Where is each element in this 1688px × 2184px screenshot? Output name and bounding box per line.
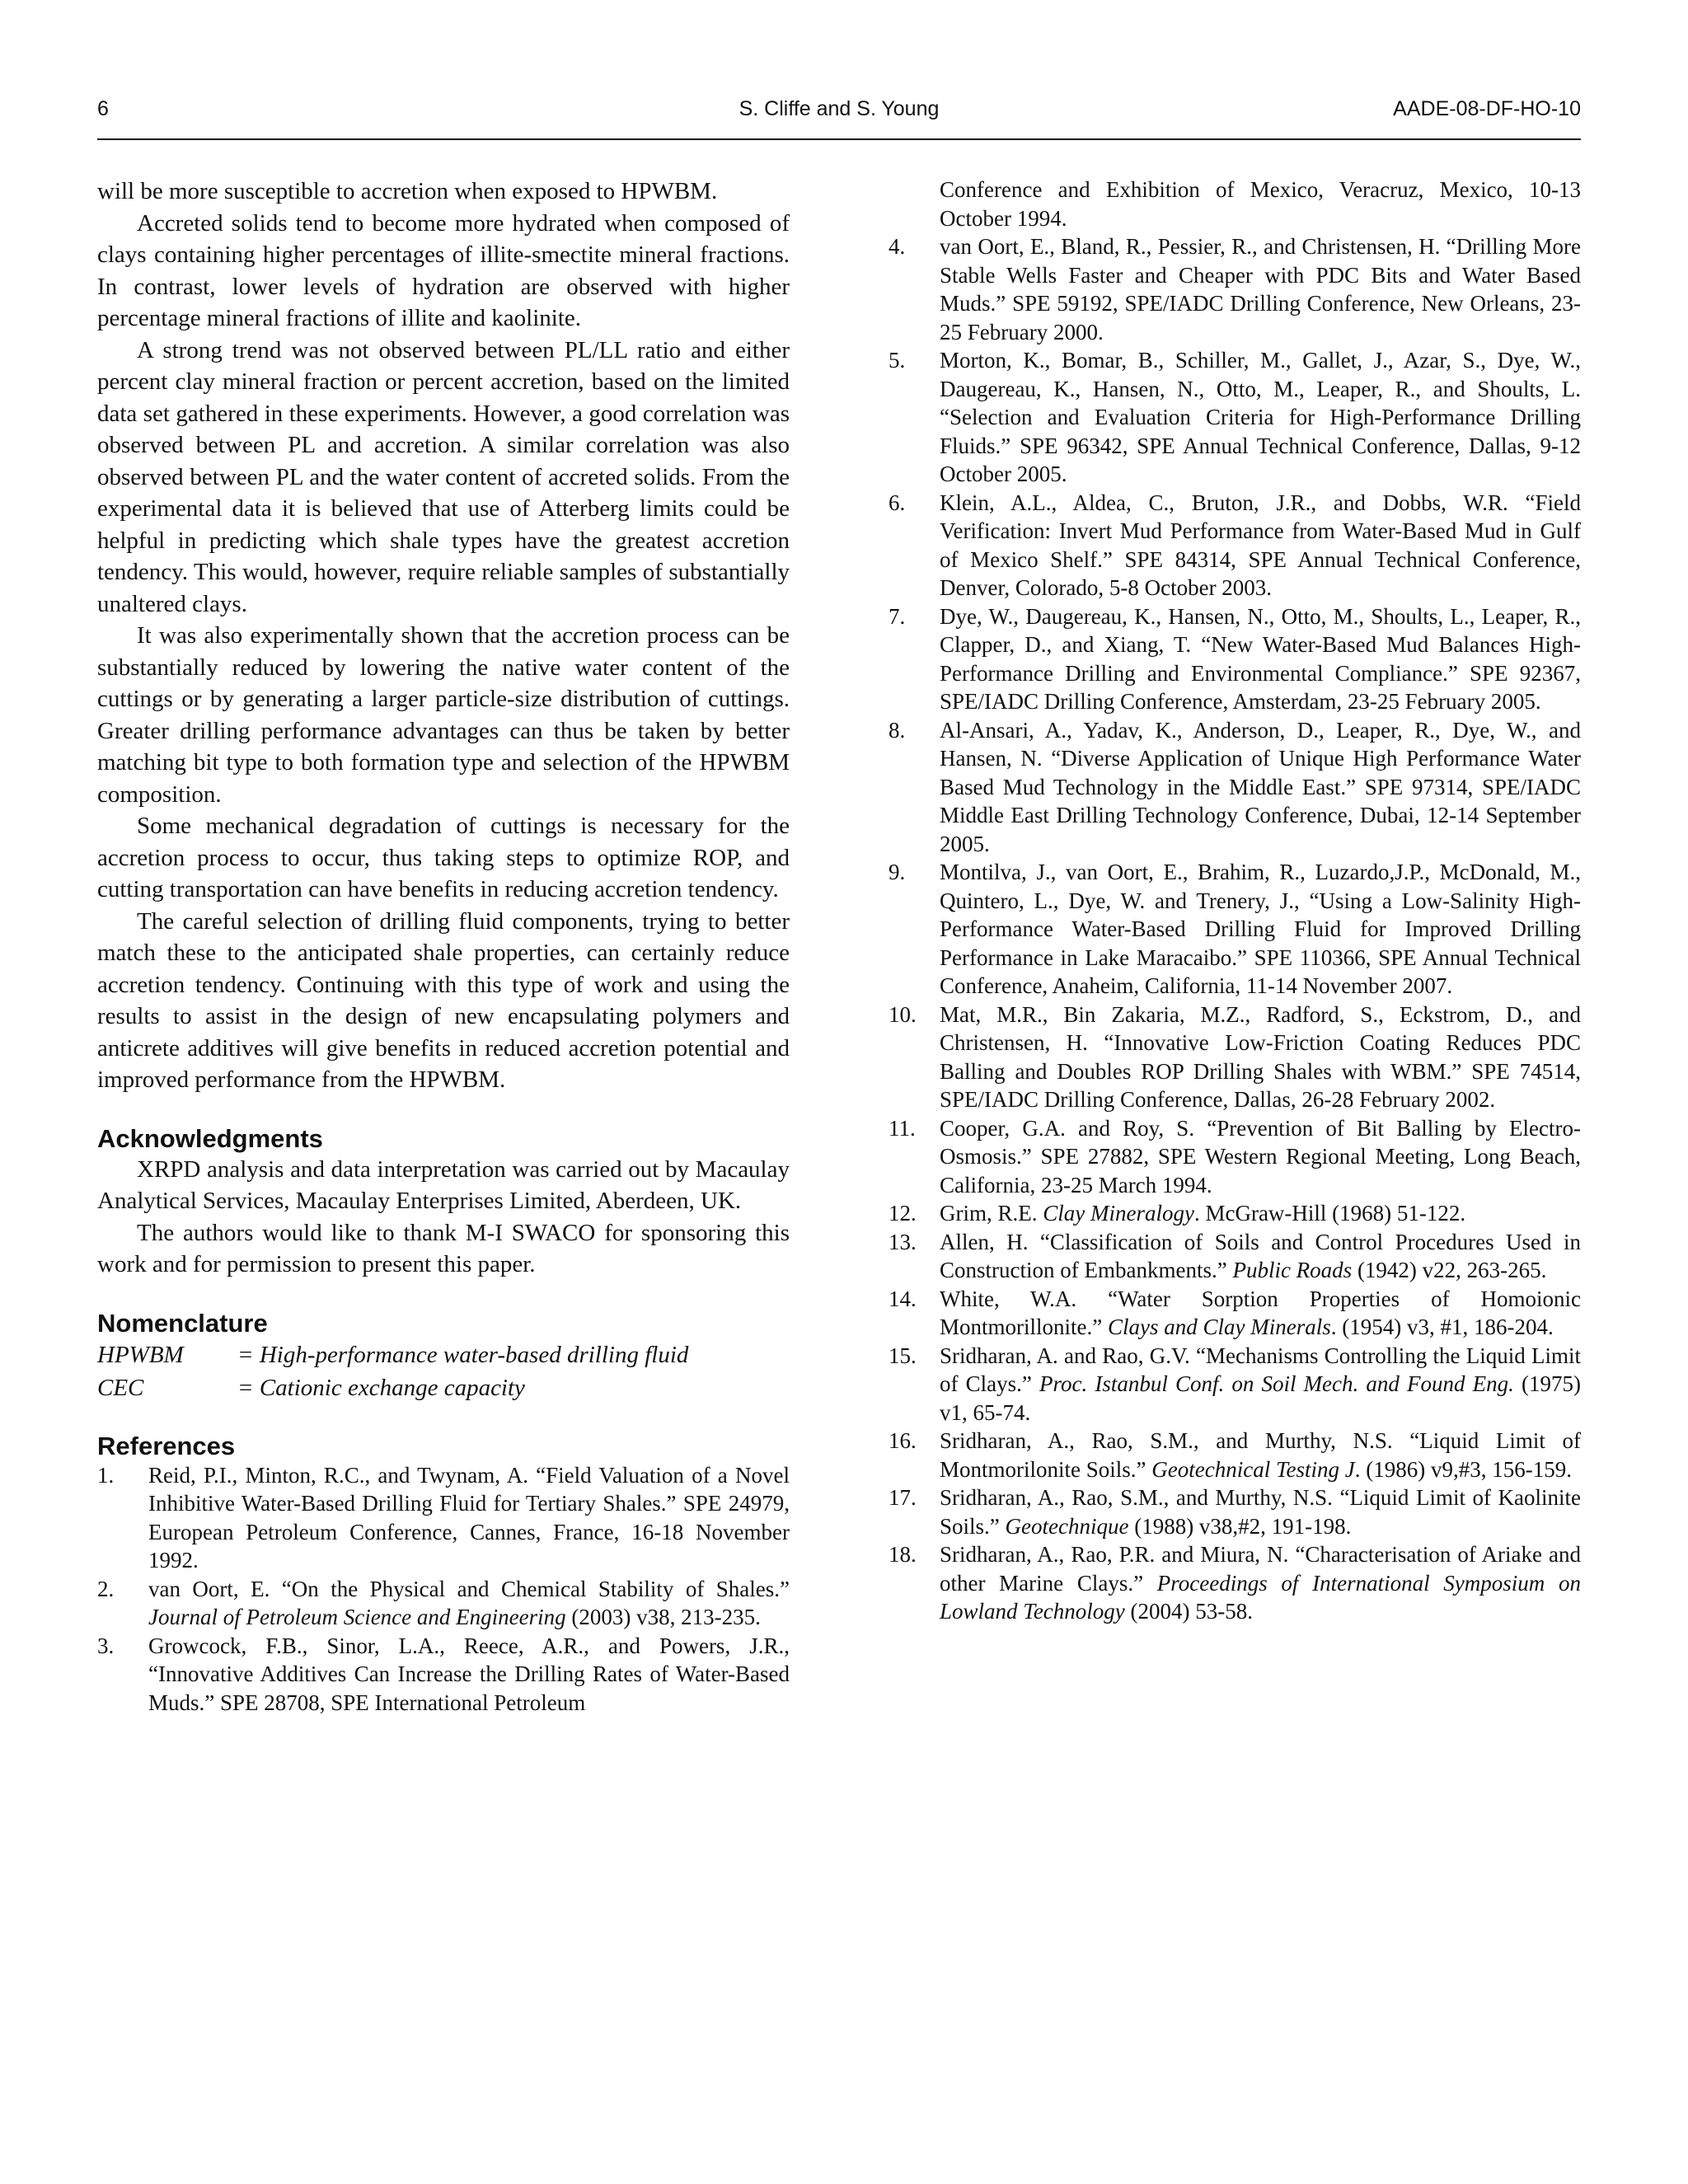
reference-item: 2. van Oort, E. “On the Physical and Chemical Stability of Shales.” Journal of Petroleum Science and Engineering (2003) v38, 213-235.	[97, 1576, 790, 1629]
body-paragraph: The careful selection of drilling fluid components, trying to better match these to the anticipated shale properties, can certainly reduce accretion tendency. Continuing with this type of work and using the results to assist in the design of new encapsulating polymers and anticrete additives will give benefits in reduced accretion potential and improved performance from the HPWBM.	[97, 907, 790, 1093]
reference-item: 6. Klein, A.L., Aldea, C., Bruton, J.R., and Dobbs, W.R. “Field Verification: Invert Mud Performance from Water-Based Mud in Gulf of Mexico Shelf.” SPE 84314, SPE Annual Technical Conference, Denver, Colorado, 5-8 October 2003.	[889, 490, 1581, 600]
acknowledgments-paragraph: XRPD analysis and data interpretation was carried out by Macaulay Analytical Services, Macaulay Enterprises Limited, Aberdeen, UK.	[97, 1155, 790, 1214]
reference-number: 12.	[889, 1201, 917, 1226]
reference-item: 15. Sridharan, A. and Rao, G.V. “Mechanisms Controlling the Liquid Limit of Clays.” Proc. Istanbul Conf. on Soil Mech. and Found Eng. (1975) v1, 65-74.	[889, 1343, 1581, 1425]
reference-number: 3.	[97, 1633, 115, 1658]
reference-number: 8.	[889, 717, 906, 743]
reference-item: 16. Sridharan, A., Rao, S.M., and Murthy, N.S. “Liquid Limit of Montmorilonite Soils.” Geotechnical Testing J. (1986) v9,#3, 156-159.	[889, 1428, 1581, 1482]
reference-item: 18. Sridharan, A., Rao, P.R. and Miura, N. “Characterisation of Ariake and other Marine Clays.” Proceedings of International Symposium on Lowland Technology (2004) 53-58.	[889, 1542, 1581, 1624]
nomenclature-definition: = Cationic exchange capacity	[237, 1374, 525, 1401]
reference-item: 4. van Oort, E., Bland, R., Pessier, R., and Christensen, H. “Drilling More Stable Wells Faster and Cheaper with PDC Bits and Water Based Muds.” SPE 59192, SPE/IADC Drilling Conference, New Orleans, 23-25 February 2000.	[889, 234, 1581, 344]
acknowledgments-heading: Acknowledgments	[97, 1123, 323, 1153]
reference-item: 3. Growcock, F.B., Sinor, L.A., Reece, A.R., and Powers, J.R., “Innovative Additives Can Increase the Drilling Rates of Water-Based Muds.” SPE 28708, SPE International Petroleum	[97, 1633, 790, 1715]
body-paragraph: Some mechanical degradation of cuttings is necessary for the accretion process to occur, thus taking steps to optimize ROP, and cutting transportation can have benefits in reducing accretion tendency.	[97, 813, 790, 902]
reference-number: 15.	[889, 1343, 917, 1368]
body-paragraph: Accreted solids tend to become more hydrated when composed of clays containing higher percentages of illite-smectite mineral fractions. In contrast, lower levels of hydration are observed with higher percentage mineral fractions of illite and kaolinite.	[97, 209, 790, 331]
page-number: 6	[97, 97, 109, 120]
reference-item: 10. Mat, M.R., Bin Zakaria, M.Z., Radford, S., Eckstrom, D., and Christensen, H. “Innovative Low-Friction Coating Reduces PDC Balling and Doubles ROP Drilling Shales with WBM.” SPE 74514, SPE/IADC Drilling Conference, Dallas, 26-28 February 2002.	[889, 1001, 1581, 1112]
reference-number: 7.	[889, 603, 906, 629]
reference-number: 13.	[889, 1229, 917, 1254]
reference-item: 7. Dye, W., Daugereau, K., Hansen, N., Otto, M., Shoults, L., Leaper, R., Clapper, D., and Xiang, T. “New Water-Based Mud Balances High-Performance Drilling and Environmental Compliance.” SPE 92367, SPE/IADC Drilling Conference, Amsterdam, 23-25 February 2005.	[889, 603, 1581, 714]
reference-continuation: Conference and Exhibition of Mexico, Veracruz, Mexico, 10-13 October 1994.	[940, 177, 1581, 231]
nomenclature-definition: = High-performance water-based drilling fluid	[237, 1341, 689, 1368]
running-head	[97, 97, 1581, 130]
reference-item: 5. Morton, K., Bomar, B., Schiller, M., Gallet, J., Azar, S., Dye, W., Daugereau, K., Hansen, N., Otto, M., Leaper, R., and Shoults, L. “Selection and Evaluation Criteria for High-Performance Drilling Fluids.” SPE 96342, SPE Annual Technical Conference, Dallas, 9-12 October 2005.	[889, 348, 1581, 486]
nomenclature-item	[97, 1371, 790, 1404]
nomenclature-term: CEC	[97, 1374, 144, 1401]
reference-number: 17.	[889, 1485, 917, 1510]
reference-number: 4.	[889, 234, 906, 259]
references-heading: References	[97, 1431, 236, 1460]
right-column	[889, 176, 1581, 1626]
reference-number: 1.	[97, 1462, 115, 1488]
nomenclature-term: HPWBM	[97, 1341, 184, 1368]
reference-list-right	[889, 232, 1581, 1626]
paper-code: AADE-08-DF-HO-10	[1393, 97, 1581, 120]
reference-number: 5.	[889, 348, 906, 373]
running-head-authors: S. Cliffe and S. Young	[738, 97, 940, 120]
body-paragraph: will be more susceptible to accretion when exposed to HPWBM.	[97, 178, 718, 204]
header-rule	[97, 138, 1581, 140]
reference-number: 6.	[889, 490, 906, 515]
reference-number: 10.	[889, 1001, 917, 1027]
reference-item: 1. Reid, P.I., Minton, R.C., and Twynam, A. “Field Valuation of a Novel Inhibitive Water-Based Drilling Fluid for Tertiary Shales.” SPE 24979, European Petroleum Conference, Cannes, France, 16-18 November 1992.	[97, 1462, 790, 1572]
acknowledgments-paragraph: The authors would like to thank M-I SWACO for sponsoring this work and for permission to present this paper.	[97, 1219, 790, 1277]
reference-number: 16.	[889, 1428, 917, 1453]
reference-item: 9. Montilva, J., van Oort, E., Brahim, R., Luzardo,J.P., McDonald, M., Quintero, L., Dye, W. and Trenery, J., “Using a Low-Salinity High-Performance Water-Based Drilling Fluid for Improved Drilling Performance in Lake Maracaibo.” SPE 110366, SPE Annual Technical Conference, Anaheim, California, 11-14 November 2007.	[889, 860, 1581, 998]
reference-number: 11.	[889, 1115, 916, 1141]
reference-item: 14. White, W.A. “Water Sorption Properties of Homoionic Montmorillonite.” Clays and Clay Minerals. (1954) v3, #1, 186-204.	[889, 1286, 1581, 1339]
reference-number: 18.	[889, 1542, 917, 1567]
body-paragraph: It was also experimentally shown that the accretion process can be substantially reduced by lowering the native water content of the cuttings or by generating a larger particle-size distribution of cuttings. Greater drilling performance advantages can thus be taken by better matching bit type to both formation type and selection of the HPWBM composition.	[97, 622, 790, 808]
reference-list-left	[97, 1461, 790, 1718]
left-column	[97, 176, 790, 1717]
reference-number: 14.	[889, 1286, 917, 1311]
reference-item: 13. Allen, H. “Classification of Soils and Control Procedures Used in Construction of Embankments.” Public Roads (1942) v22, 263-265.	[889, 1229, 1581, 1282]
nomenclature-heading: Nomenclature	[97, 1308, 268, 1338]
reference-number: 2.	[97, 1576, 115, 1601]
reference-number: 9.	[889, 860, 906, 884]
reference-item: 12. Grim, R.E. Clay Mineralogy. McGraw-Hill (1968) 51-122.	[889, 1199, 1581, 1228]
nomenclature-item	[97, 1338, 790, 1371]
reference-item: 8. Al-Ansari, A., Yadav, K., Anderson, D., Leaper, R., Dye, W., and Hansen, N. “Diverse Application of Unique High Performance Water Based Mud Technology in the Middle East.” SPE 97314, SPE/IADC Middle East Drilling Technology Conference, Dubai, 12-14 September 2005.	[889, 717, 1581, 856]
body-paragraph: A strong trend was not observed between PL/LL ratio and either percent clay mineral fraction or percent accretion, based on the limited data set gathered in these experiments. However, a good correlation was observed between PL and accretion. A similar correlation was also observed between PL and the water content of accreted solids. From the experimental data it is believed that use of Atterberg limits could be helpful in predicting which shale types have the greatest accretion tendency. This would, however, require reliable samples of substantially unaltered clays.	[97, 336, 790, 617]
reference-item: 17. Sridharan, A., Rao, S.M., and Murthy, N.S. “Liquid Limit of Kaolinite Soils.” Geotechnique (1988) v38,#2, 191-198.	[889, 1485, 1581, 1539]
reference-item: 11. Cooper, G.A. and Roy, S. “Prevention of Bit Balling by Electro-Osmosis.” SPE 27882, SPE Western Regional Meeting, Long Beach, California, 23-25 March 1994.	[889, 1115, 1581, 1197]
